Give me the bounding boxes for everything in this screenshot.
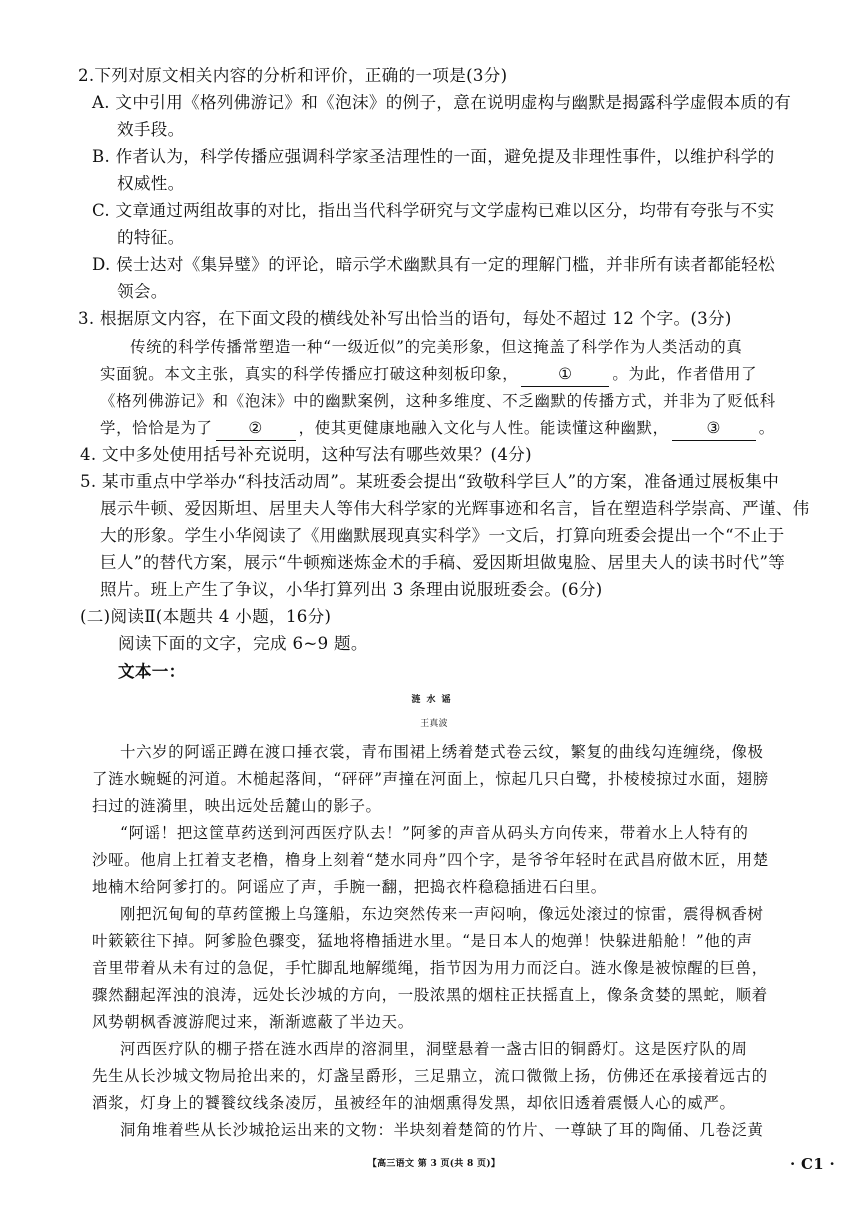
q3-text: 。为此，作者借用了: [612, 365, 758, 383]
question-3-stem: 3. 根据原文内容，在下面文段的横线处补写出恰当的语句，每处不超过 12 个字。(3分): [78, 309, 732, 328]
section-header-reading-2: (二)阅读Ⅱ(本题共 4 小题，16分): [80, 607, 332, 626]
story-line-8: 叶簌簌往下掉。阿爹脸色骤变，猛地将橹插进水里。“是日本人的炮弹！快躲进船舱！”他的声: [92, 932, 753, 950]
option-b-line-2: 权威性。: [117, 174, 185, 193]
story-line-9: 音里带着从未有过的急促，手忙脚乱地解缆绳，指节因为用力而泛白。涟水像是被惊醒的巨兽，: [92, 959, 768, 977]
story-line-15: 洞角堆着些从长沙城抢运出来的文物：半块刻着楚简的竹片、一尊缺了耳的陶俑、几卷泛黄: [120, 1121, 764, 1139]
q3-text: 。: [758, 419, 775, 437]
story-line-1: 十六岁的阿谣正蹲在渡口捶衣裳，青布围裙上绣着楚式卷云纹，繁复的曲线勾连缠绕，像极: [120, 743, 764, 761]
q3-paragraph-line-4: [100, 416, 775, 441]
question-5-line-5: 照片。班上产生了争议，小华打算列出 3 条理由说服班委会。(6分): [100, 580, 603, 599]
q3-text: 实面貌。本文主张，真实的科学传播应打破这种刻板印象，: [100, 365, 519, 383]
option-d-line-1: D. 侯士达对《集异璧》的评论，暗示学术幽默具有一定的理解门槛，并非所有读者都能轻松: [92, 255, 776, 274]
story-line-6: 地楠木给阿爹打的。阿谣应了声，手腕一翻，把捣衣杵稳稳插进石臼里。: [92, 878, 607, 896]
story-line-5: 沙哑。他肩上扛着支老橹，橹身上刻着“楚水同舟”四个字，是爷爷年轻时在武昌府做木匠，用楚: [92, 851, 769, 869]
story-line-12: 河西医疗队的棚子搭在涟水西岸的溶洞里，洞壁悬着一盏古旧的铜爵灯。这是医疗队的周: [120, 1040, 748, 1058]
answer-blank-2: ②: [216, 416, 296, 441]
option-b-line-1: B. 作者认为，科学传播应强调科学家圣洁理性的一面，避免提及非理性事件，以维护科学的: [92, 147, 775, 166]
option-a-line-1: A. 文中引用《格列佛游记》和《泡沫》的例子，意在说明虚构与幽默是揭露科学虚假本质的有: [92, 93, 792, 112]
story-line-13: 先生从长沙城文物局抢出来的，灯盏呈爵形，三足鼎立，流口微微上扬，仿佛还在承接着远古的: [92, 1067, 768, 1085]
story-line-11: 风势朝枫香渡游爬过来，渐渐遮蔽了半边天。: [92, 1013, 414, 1031]
option-d-line-2: 领会。: [117, 282, 168, 301]
paper-code: · C1 ·: [790, 1155, 836, 1173]
story-line-14: 酒浆，灯身上的饕餮纹线条凌厉，虽被经年的油烟熏得发黑，却依旧透着震慑人心的威严。: [92, 1094, 736, 1112]
q3-paragraph-line-1: 传统的科学传播常塑造一种“一级近似”的完美形象，但这掩盖了科学作为人类活动的真: [130, 338, 743, 356]
answer-blank-3: ③: [672, 416, 756, 441]
option-c-line-2: 的特征。: [117, 228, 185, 247]
q3-paragraph-line-2: [100, 362, 757, 387]
question-5-line-2: 展示牛顿、爱因斯坦、居里夫人等伟大科学家的光辉事迹和名言，旨在塑造科学崇高、严谨、伟: [100, 499, 810, 518]
story-line-4: “阿谣！把这筐草药送到河西医疗队去！”阿爹的声音从码头方向传来，带着水上人特有的: [120, 824, 749, 842]
option-a-line-2: 效手段。: [117, 120, 185, 139]
reading-instruction: 阅读下面的文字，完成 6~9 题。: [118, 634, 368, 653]
page-footer: 【高三语文 第 3 页(共 8 页)】: [367, 1159, 501, 1169]
text-one-label: 文本一：: [118, 661, 186, 681]
q3-text: 学，恰恰是为了: [100, 419, 213, 437]
q3-text: ，使其更健康地融入文化与人性。能读懂这种幽默，: [298, 419, 669, 437]
question-5-line-4: 巨人”的替代方案，展示“牛顿痴迷炼金术的手稿、爱因斯坦做鬼脸、居里夫人的读书时代”等: [100, 553, 786, 572]
answer-blank-1: ①: [521, 362, 609, 387]
story-author: 王真波: [420, 719, 448, 729]
question-5-line-1: 5. 某市重点中学举办“科技活动周”。某班委会提出“致敬科学巨人”的方案，准备通过展板集中: [80, 472, 780, 491]
story-line-7: 刚把沉甸甸的草药筐搬上乌篷船，东边突然传来一声闷响，像远处滚过的惊雷，震得枫香树: [120, 905, 764, 923]
story-line-2: 了涟水蜿蜒的河道。木槌起落间，“砰砰”声撞在河面上，惊起几只白鹭，扑棱棱掠过水面，翅膀: [92, 770, 769, 788]
story-line-10: 骤然翻起浑浊的浪涛，远处长沙城的方向，一股浓黑的烟柱正扶摇直上，像条贪婪的黑蛇，顺着: [92, 986, 768, 1004]
story-line-3: 扫过的涟漪里，映出远处岳麓山的影子。: [92, 797, 382, 815]
question-5-line-3: 大的形象。学生小华阅读了《用幽默展现真实科学》一文后，打算向班委会提出一个“不止于: [100, 526, 785, 545]
q3-paragraph-line-3: 《格列佛游记》和《泡沫》中的幽默案例，这种多维度、不乏幽默的传播方式，并非为了贬低科: [100, 392, 776, 410]
question-4-stem: 4. 文中多处使用括号补充说明，这种写法有哪些效果？(4分): [80, 445, 532, 464]
option-c-line-1: C. 文章通过两组故事的对比，指出当代科学研究与文学虚构已难以区分，均带有夸张与不实: [92, 201, 775, 220]
story-title: 涟水谣: [411, 695, 457, 705]
question-2-stem: 2.下列对原文相关内容的分析和评价，正确的一项是(3分): [78, 66, 508, 85]
